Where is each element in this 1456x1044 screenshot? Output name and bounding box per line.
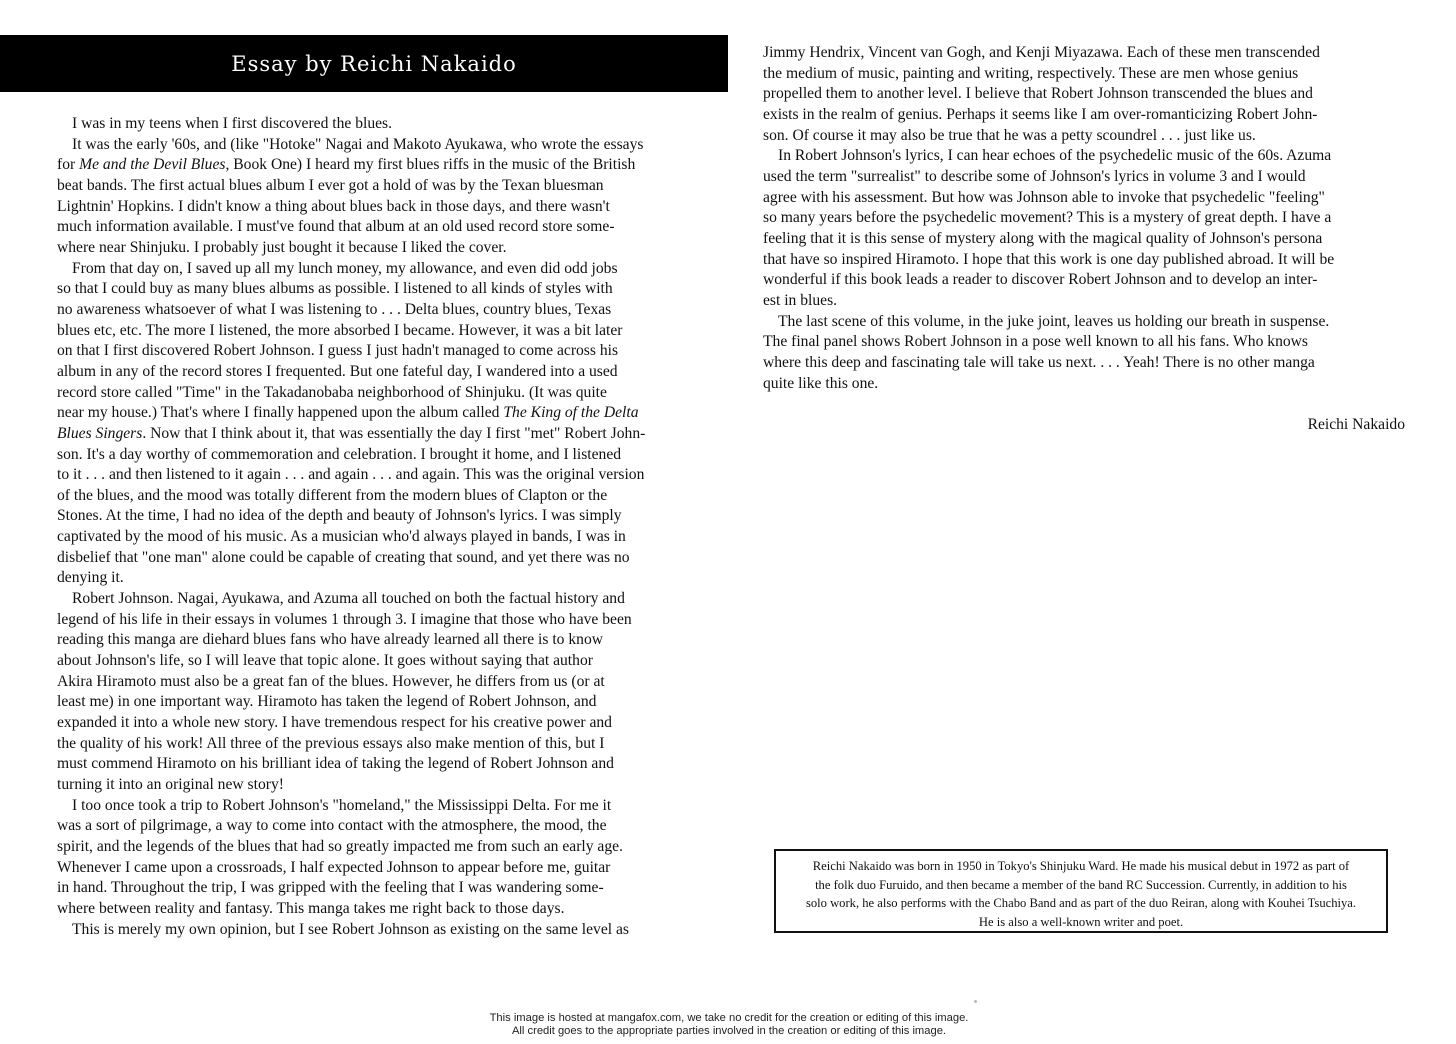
essay-text-line: disbelief that "one man" alone could be capable of creating that sound, and yet there was no xyxy=(57,548,630,566)
essay-text-line: I was in my teens when I first discovered the blues. xyxy=(72,115,393,132)
essay-text-line xyxy=(57,424,697,445)
essay-text-line: wonderful if this book leads a reader to discover Robert Johnson and to develop an inter- xyxy=(763,271,1318,289)
essay-text-line: that have so inspired Hiramoto. I hope that this work is one day published abroad. It will be xyxy=(763,250,1335,268)
essay-text-line: From that day on, I saved up all my lunch money, my allowance, and even did odd jobs xyxy=(72,259,618,277)
essay-header-bar xyxy=(0,35,728,92)
essay-text-line xyxy=(57,403,697,424)
bio-line: solo work, he also performs with the Chabo Band and as part of the duo Reiran, along with Kouhei Tsuchiya. xyxy=(805,896,1357,910)
essay-text-line: where this deep and fascinating tale will take us next. . . . Yeah! There is no other manga xyxy=(763,353,1315,371)
essay-text-line: of the blues, and the mood was totally different from the modern blues of Clapton or the xyxy=(57,486,608,504)
essay-text-line: reading this manga are diehard blues fans who have already learned all there is to know xyxy=(57,631,604,649)
essay-text-line: no awareness whatsoever of what I was listening to . . . Delta blues, country blues, Texas xyxy=(57,300,612,318)
bio-line: the folk duo Furuido, and then became a member of the band RC Succession. Currently, in addition to his xyxy=(815,877,1347,892)
essay-text-line: on that I first discovered Robert Johnson. I guess I just hadn't managed to come across his xyxy=(57,342,619,360)
essay-text-line: I too once took a trip to Robert Johnson's "homeland," the Mississippi Delta. For me it xyxy=(72,796,612,814)
essay-text-line: least me) in one important way. Hiramoto has taken the legend of Robert Johnson, and xyxy=(57,693,597,711)
essay-text-line: the medium of music, painting and writing, respectively. These are men whose genius xyxy=(763,64,1299,82)
text-run: near my house.) That's where I finally happened upon the album called xyxy=(57,404,504,422)
hosting-credit-notice xyxy=(450,1012,1008,1038)
essay-text-line: so that I could buy as many blues albums as possible. I listened to all kinds of styles with xyxy=(57,280,613,298)
essay-title: Essay by Reichi Nakaido xyxy=(231,51,517,76)
essay-text-line: son. Of course it may also be true that he was a petty scoundrel . . . just like us. xyxy=(763,126,1256,144)
text-run: , Book One) I heard my first blues riffs in the music of the British xyxy=(225,156,636,174)
essay-text-line: Robert Johnson. Nagai, Ayukawa, and Azuma all touched on both the factual history and xyxy=(72,590,625,608)
essay-text-line: Akira Hiramoto must also be a great fan of the blues. However, he differs from us (or at xyxy=(57,672,605,690)
italic-title: Me and the Devil Blues xyxy=(79,156,226,174)
essay-text-line: est in blues. xyxy=(763,291,838,309)
essay-text-line: where between reality and fantasy. This manga takes me right back to those days. xyxy=(57,899,565,917)
author-signature: Reichi Nakaido xyxy=(1307,416,1405,433)
essay-text-line: album in any of the record stores I frequented. But one fateful day, I wandered into a used xyxy=(57,362,618,380)
credit-line-1: This image is hosted at mangafox.com, we take no credit for the creation or editing of this image. xyxy=(489,1012,969,1024)
essay-text-line xyxy=(57,155,697,176)
essay-text-line: was a sort of pilgrimage, a way to come into contact with the atmosphere, the mood, the xyxy=(57,817,607,835)
essay-text-line: expanded it into a whole new story. I have tremendous respect for his creative power and xyxy=(57,714,612,732)
essay-text-line: legend of his life in their essays in volumes 1 through 3. I imagine that those who have been xyxy=(57,610,632,628)
essay-text-line: in hand. Throughout the trip, I was gripped with the feeling that I was wandering some- xyxy=(57,879,604,897)
essay-text-line: Jimmy Hendrix, Vincent van Gogh, and Kenji Miyazawa. Each of these men transcended xyxy=(763,44,1320,61)
essay-text-line: It was the early '60s, and (like "Hotoke" Nagai and Makoto Ayukawa, who wrote the essays xyxy=(72,135,644,153)
essay-text-line: spirit, and the legends of the blues that had so greatly impacted me from such an early age. xyxy=(57,837,623,855)
essay-text-line: record store called "Time" in the Takadanobaba neighborhood of Shinjuku. (It was quite xyxy=(57,383,607,401)
essay-text-line: denying it. xyxy=(57,569,124,587)
essay-text-line: In Robert Johnson's lyrics, I can hear echoes of the psychedelic music of the 60s. Azuma xyxy=(778,147,1332,165)
essay-text-line: so many years before the psychedelic movement? This is a mystery of great depth. I have a xyxy=(763,209,1332,227)
essay-text-line: Whenever I came upon a crossroads, I half expected Johnson to appear before me, guitar xyxy=(57,858,611,876)
text-run: for xyxy=(57,156,80,174)
bio-line: He is also a well-known writer and poet. xyxy=(978,914,1184,929)
essay-text-line: must commend Hiramoto on his brilliant idea of taking the legend of Robert Johnson and xyxy=(57,755,614,773)
essay-text-line: exists in the realm of genius. Perhaps it seems like I am over-romanticizing Robert John- xyxy=(763,105,1318,123)
essay-text-line: agree with his assessment. But how was Johnson able to invoke that psychedelic "feeling" xyxy=(763,188,1325,206)
essay-text-line: about Johnson's life, so I will leave that topic alone. It goes without saying that author xyxy=(57,652,593,670)
essay-text-line: The final panel shows Robert Johnson in a pose well known to all his fans. Who knows xyxy=(763,333,1308,351)
essay-text-line: feeling that it is this sense of mystery along with the magical quality of Johnson's persona xyxy=(763,229,1323,247)
essay-text-line: son. It's a day worthy of commemoration and celebration. I brought it home, and I listened xyxy=(57,445,622,463)
essay-text-line: beat bands. The first actual blues album I ever got a hold of was by the Texan bluesman xyxy=(57,176,604,194)
essay-text-line: where near Shinjuku. I probably just bought it because I liked the cover. xyxy=(57,238,507,256)
italic-title: Blues Singers xyxy=(57,424,143,442)
essay-text-line: The last scene of this volume, in the juke joint, leaves us holding our breath in suspense. xyxy=(778,312,1330,330)
essay-text-line: quite like this one. xyxy=(763,374,879,392)
essay-text-line: This is merely my own opinion, but I see Robert Johnson as existing on the same level as xyxy=(72,920,629,938)
essay-text-line: turning it into an original new story! xyxy=(57,776,284,793)
text-run: . Now that I think about it, that was essentially the day I first "met" Robert John- xyxy=(142,424,646,442)
bio-line: Reichi Nakaido was born in 1950 in Tokyo's Shinjuku Ward. He made his musical debut in 1972 as part of xyxy=(812,859,1350,873)
essay-text-line: Stones. At the time, I had no idea of the depth and beauty of Johnson's lyrics. I was simply xyxy=(57,507,622,525)
essay-left-column xyxy=(57,114,697,940)
scan-speck xyxy=(974,1000,977,1003)
essay-text-line: blues etc, etc. The more I listened, the more absorbed I became. However, it was a bit later xyxy=(57,321,623,339)
essay-text-line: used the term "surrealist" to describe some of Johnson's lyrics in volume 3 and I would xyxy=(763,167,1306,185)
essay-text-line: propelled them to another level. I believe that Robert Johnson transcended the blues and xyxy=(763,85,1313,103)
essay-text-line: the quality of his work! All three of the previous essays also make mention of this, but I xyxy=(57,734,605,752)
essay-text-line: to it . . . and then listened to it again . . . and again . . . and again. This was the original version xyxy=(57,466,645,484)
essay-right-column xyxy=(763,43,1408,394)
author-bio-box xyxy=(774,849,1388,933)
essay-text-line: captivated by the mood of his music. As a musician who'd always played in bands, I was in xyxy=(57,528,626,546)
credit-line-2: All credit goes to the appropriate parties involved in the creation or editing of this image. xyxy=(511,1025,947,1037)
italic-title: The King of the Delta xyxy=(503,404,639,422)
essay-text-line: Lightnin' Hopkins. I didn't know a thing about blues back in those days, and there wasn't xyxy=(57,197,610,215)
essay-text-line: much information available. I must've found that album at an old used record store some- xyxy=(57,218,615,236)
